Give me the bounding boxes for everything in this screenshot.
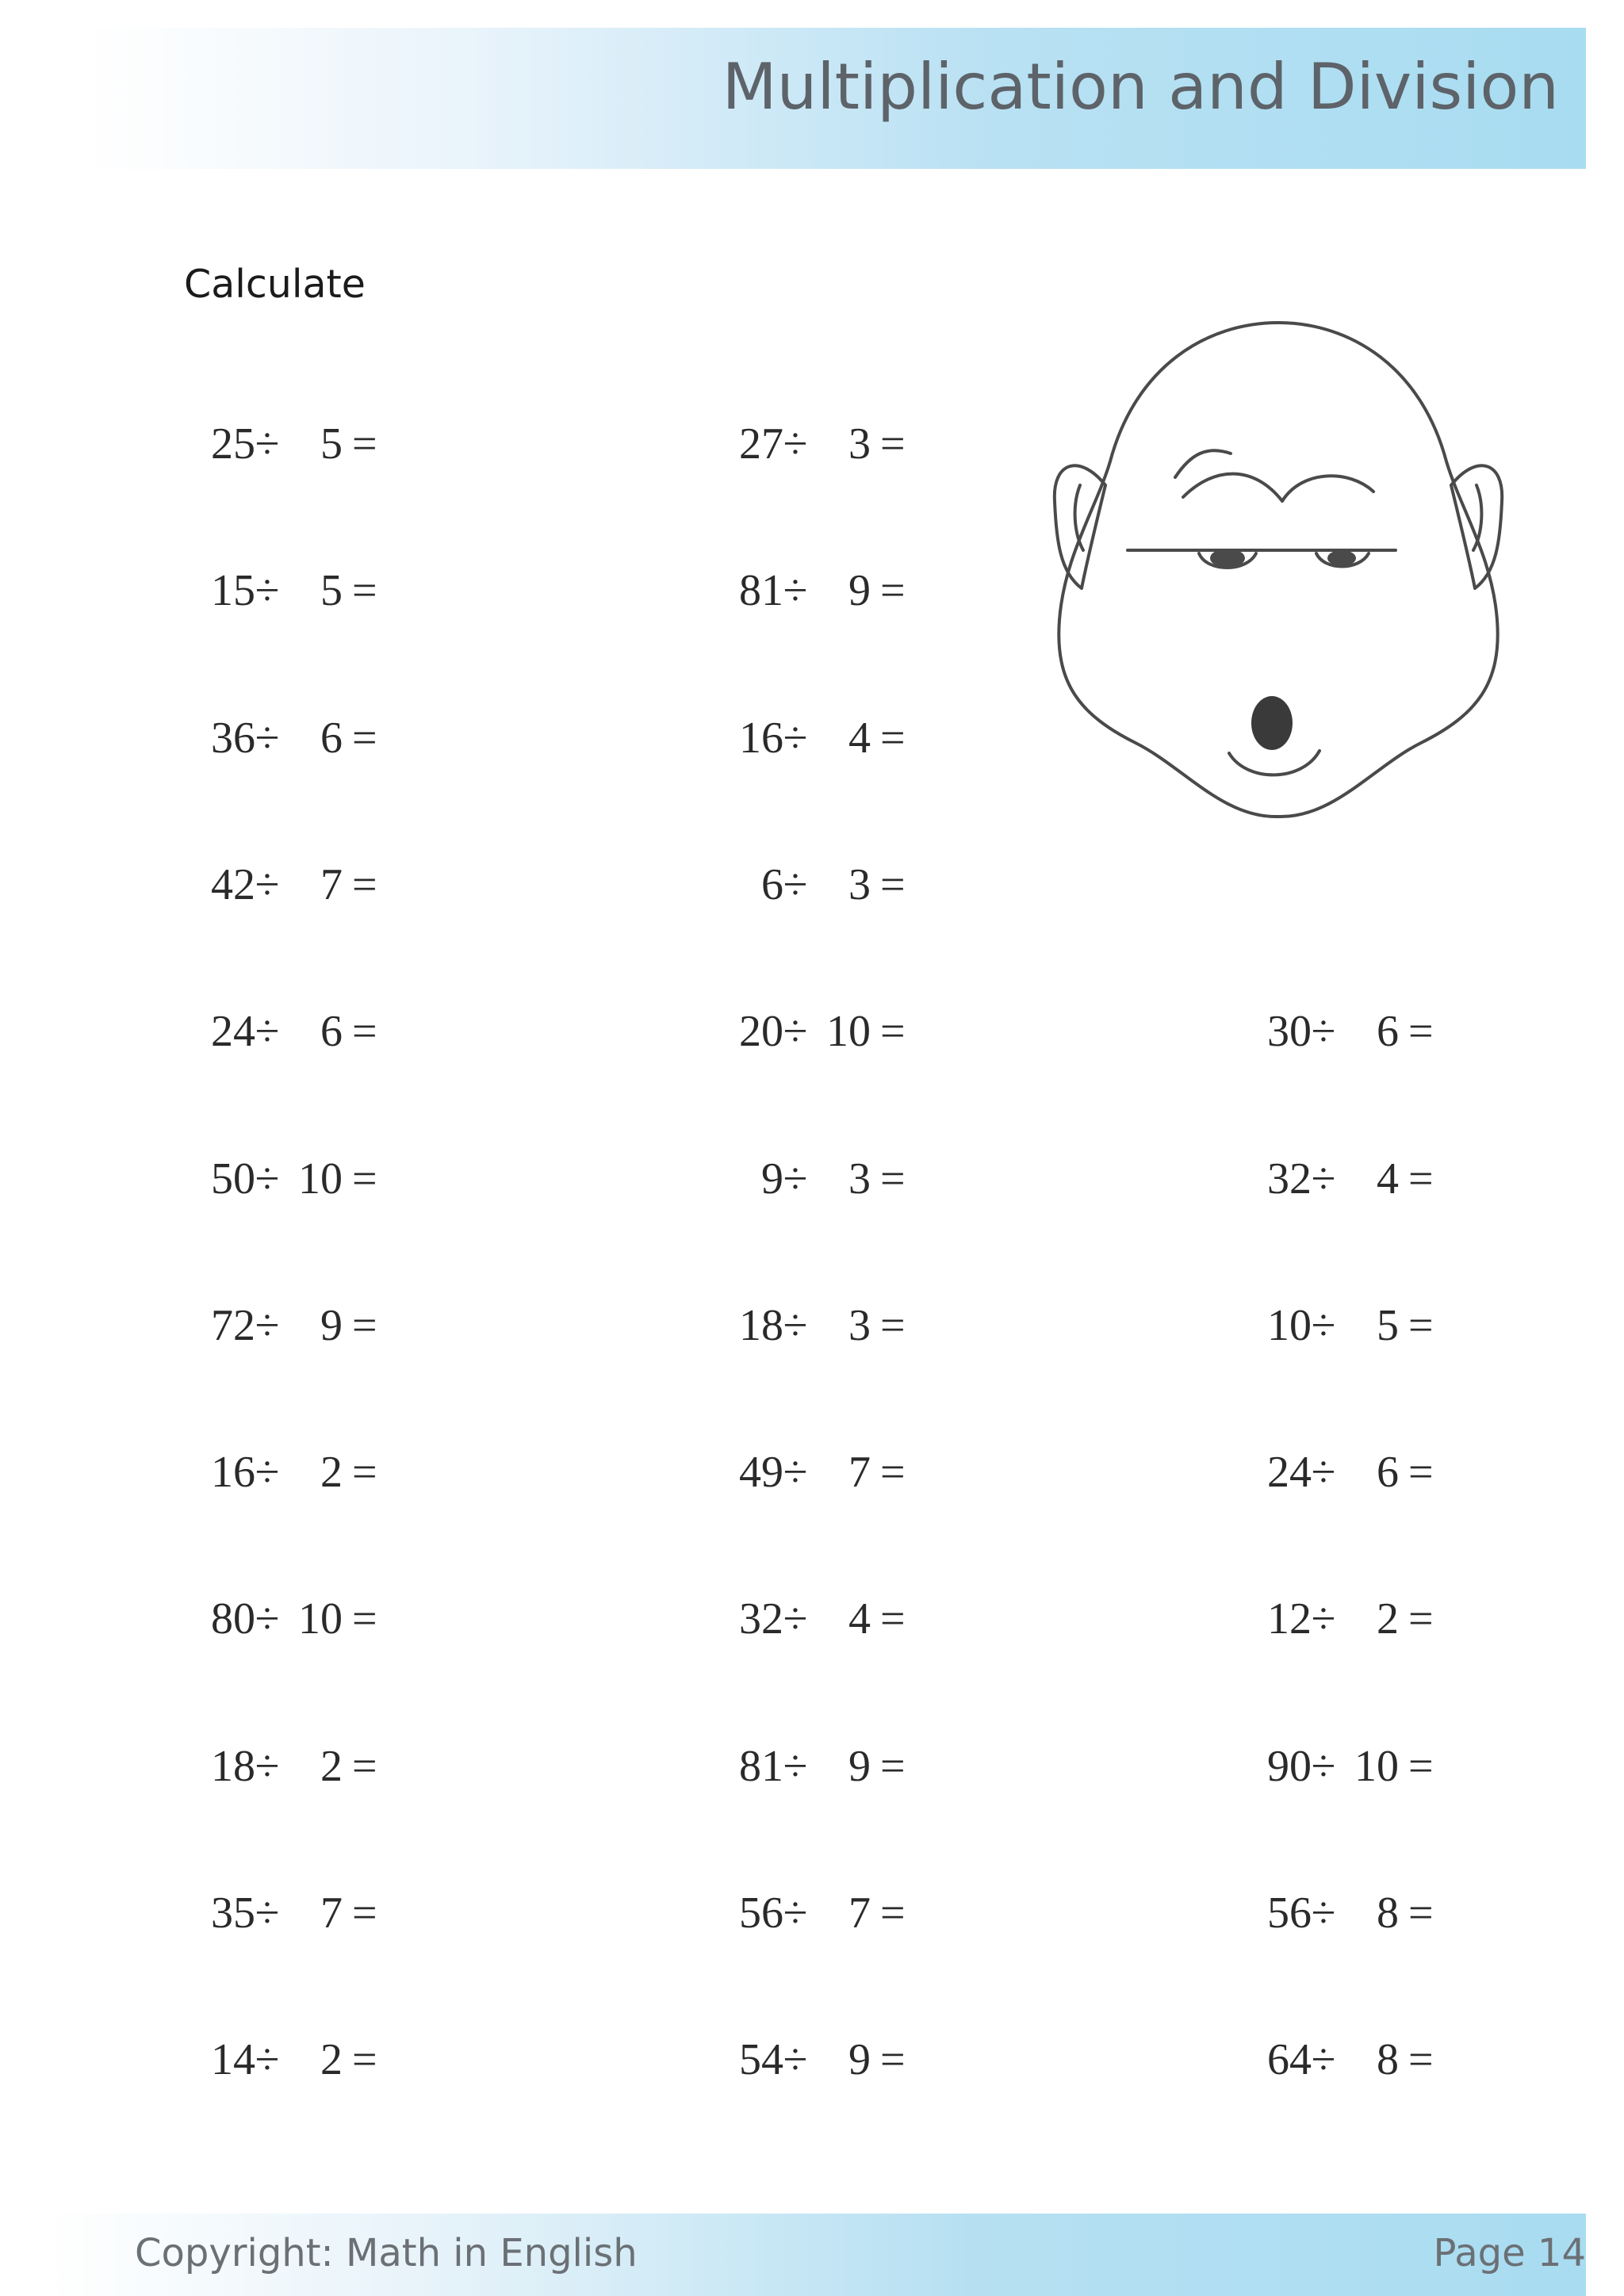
divisor: 7 [848,1888,871,1938]
equals-sign: = [1408,1154,1434,1203]
divide-sign: ÷ [1311,1007,1336,1056]
divisor: 4 [848,714,871,763]
divide-sign: ÷ [1311,1448,1336,1497]
page-number: Page 14 [1433,2231,1586,2275]
divide-sign: ÷ [255,2035,280,2084]
division-problem [184,565,382,621]
divisor: 8 [1377,1888,1399,1938]
divide-sign: ÷ [255,1007,280,1056]
divisor: 2 [320,1448,343,1497]
division-problem [712,1594,910,1649]
equals-sign: = [880,860,906,909]
divide-sign: ÷ [1311,1154,1336,1203]
equals-sign: = [1408,1448,1434,1497]
cartoon-face-icon [1048,319,1508,834]
divide-sign: ÷ [1311,1594,1336,1644]
mouth-smile [1229,751,1320,775]
dividend: 56 [739,1888,783,1938]
divide-sign: ÷ [783,860,808,909]
division-problem [712,1741,910,1797]
divide-sign: ÷ [255,566,280,615]
equals-sign: = [880,2035,906,2084]
divisor: 4 [848,1594,871,1644]
division-problem [184,1006,382,1062]
division-problem [712,2034,910,2090]
footer-band [46,2214,1586,2296]
dividend: 16 [739,714,783,763]
equals-sign: = [1408,1594,1434,1644]
dividend: 18 [211,1742,255,1791]
equals-sign: = [352,1888,377,1938]
divisor: 3 [848,860,871,909]
division-problem [712,859,910,915]
division-problem [184,1888,382,1943]
equals-sign: = [1408,1007,1434,1056]
divisor: 9 [848,1742,871,1791]
division-problem [1240,1888,1438,1943]
divisor: 7 [848,1448,871,1497]
division-problem [1240,1447,1438,1502]
divisor: 7 [320,860,343,909]
dividend: 12 [1267,1594,1312,1644]
dividend: 14 [211,2035,255,2084]
dividend: 81 [739,1742,783,1791]
dividend: 32 [1267,1154,1312,1203]
divide-sign: ÷ [1311,1742,1336,1791]
dividend: 6 [761,860,783,909]
division-problem [1240,1006,1438,1062]
division-problem [712,1006,910,1062]
dividend: 42 [211,860,255,909]
divisor: 9 [320,1301,343,1350]
equals-sign: = [880,1594,906,1644]
divisor: 10 [826,1007,871,1056]
division-problem [712,713,910,768]
divide-sign: ÷ [783,714,808,763]
divide-sign: ÷ [783,566,808,615]
dividend: 15 [211,566,255,615]
division-problem [184,1300,382,1356]
divisor: 6 [320,1007,343,1056]
copyright-text: Copyright: Math in English [135,2231,638,2275]
dividend: 27 [739,419,783,469]
dividend: 24 [1267,1448,1312,1497]
dividend: 9 [761,1154,783,1203]
divide-sign: ÷ [783,1154,808,1203]
equals-sign: = [352,1594,377,1644]
division-problem [184,1594,382,1649]
divisor: 6 [1377,1007,1399,1056]
divide-sign: ÷ [783,1888,808,1938]
divide-sign: ÷ [783,1594,808,1644]
equals-sign: = [352,566,377,615]
equals-sign: = [1408,1301,1434,1350]
divide-sign: ÷ [783,1448,808,1497]
dividend: 50 [211,1154,255,1203]
dividend: 25 [211,419,255,469]
divide-sign: ÷ [255,419,280,469]
equals-sign: = [880,1742,906,1791]
mouth-o [1251,696,1293,750]
divisor: 3 [848,1301,871,1350]
divide-sign: ÷ [255,714,280,763]
equals-sign: = [352,1007,377,1056]
equals-sign: = [880,714,906,763]
divisor: 6 [1377,1448,1399,1497]
divide-sign: ÷ [255,1594,280,1644]
equals-sign: = [352,1448,377,1497]
divisor: 6 [320,714,343,763]
equals-sign: = [880,1301,906,1350]
divisor: 2 [1377,1594,1399,1644]
dividend: 24 [211,1007,255,1056]
division-problem [712,1447,910,1502]
instruction-label: Calculate [184,262,366,307]
dividend: 36 [211,714,255,763]
divide-sign: ÷ [783,1742,808,1791]
equals-sign: = [1408,1742,1434,1791]
left-pupil [1210,549,1245,568]
division-problem [184,1741,382,1797]
division-problem [184,1154,382,1209]
equals-sign: = [352,2035,377,2084]
divisor: 5 [320,566,343,615]
equals-sign: = [352,714,377,763]
dividend: 72 [211,1301,255,1350]
divisor: 4 [1377,1154,1399,1203]
divisor: 5 [320,419,343,469]
divide-sign: ÷ [783,2035,808,2084]
dividend: 20 [739,1007,783,1056]
header-band [86,28,1586,169]
dividend: 81 [739,566,783,615]
right-pupil [1327,550,1356,566]
division-problem [712,1154,910,1209]
division-problem [184,713,382,768]
division-problem [184,419,382,474]
divisor: 9 [848,2035,871,2084]
equals-sign: = [880,1888,906,1938]
divide-sign: ÷ [255,1301,280,1350]
divide-sign: ÷ [783,1301,808,1350]
division-problem [1240,1594,1438,1649]
divisor: 9 [848,566,871,615]
divide-sign: ÷ [255,860,280,909]
divide-sign: ÷ [255,1742,280,1791]
dividend: 80 [211,1594,255,1644]
equals-sign: = [352,860,377,909]
dividend: 32 [739,1594,783,1644]
division-problem [184,2034,382,2090]
division-problem [1240,1154,1438,1209]
equals-sign: = [1408,2035,1434,2084]
divisor: 10 [298,1154,343,1203]
dividend: 18 [739,1301,783,1350]
dividend: 54 [739,2035,783,2084]
divisor: 8 [1377,2035,1399,2084]
dividend: 35 [211,1888,255,1938]
dividend: 49 [739,1448,783,1497]
divide-sign: ÷ [1311,1888,1336,1938]
division-problem [712,1888,910,1943]
equals-sign: = [880,566,906,615]
division-problem [1240,2034,1438,2090]
dividend: 56 [1267,1888,1312,1938]
equals-sign: = [880,1154,906,1203]
divide-sign: ÷ [255,1154,280,1203]
divide-sign: ÷ [1311,1301,1336,1350]
divisor: 2 [320,2035,343,2084]
divide-sign: ÷ [255,1888,280,1938]
divisor: 5 [1377,1301,1399,1350]
divisor: 2 [320,1742,343,1791]
right-brow [1282,476,1373,501]
divisor: 3 [848,419,871,469]
dividend: 64 [1267,2035,1312,2084]
divide-sign: ÷ [783,1007,808,1056]
division-problem [1240,1300,1438,1356]
divisor: 10 [298,1594,343,1644]
division-problem [184,1447,382,1502]
equals-sign: = [352,1154,377,1203]
dividend: 10 [1267,1301,1312,1350]
equals-sign: = [352,1742,377,1791]
divisor: 7 [320,1888,343,1938]
divide-sign: ÷ [1311,2035,1336,2084]
equals-sign: = [352,419,377,469]
divide-sign: ÷ [783,419,808,469]
division-problem [712,1300,910,1356]
divisor: 10 [1354,1742,1399,1791]
divide-sign: ÷ [255,1448,280,1497]
divisor: 3 [848,1154,871,1203]
equals-sign: = [880,1448,906,1497]
dividend: 30 [1267,1007,1312,1056]
equals-sign: = [880,1007,906,1056]
equals-sign: = [880,419,906,469]
equals-sign: = [352,1301,377,1350]
dividend: 90 [1267,1742,1312,1791]
division-problem [1240,1741,1438,1797]
division-problem [712,419,910,474]
equals-sign: = [1408,1888,1434,1938]
division-problem [712,565,910,621]
dividend: 16 [211,1448,255,1497]
division-problem [184,859,382,915]
page-title: Multiplication and Division [722,50,1559,124]
